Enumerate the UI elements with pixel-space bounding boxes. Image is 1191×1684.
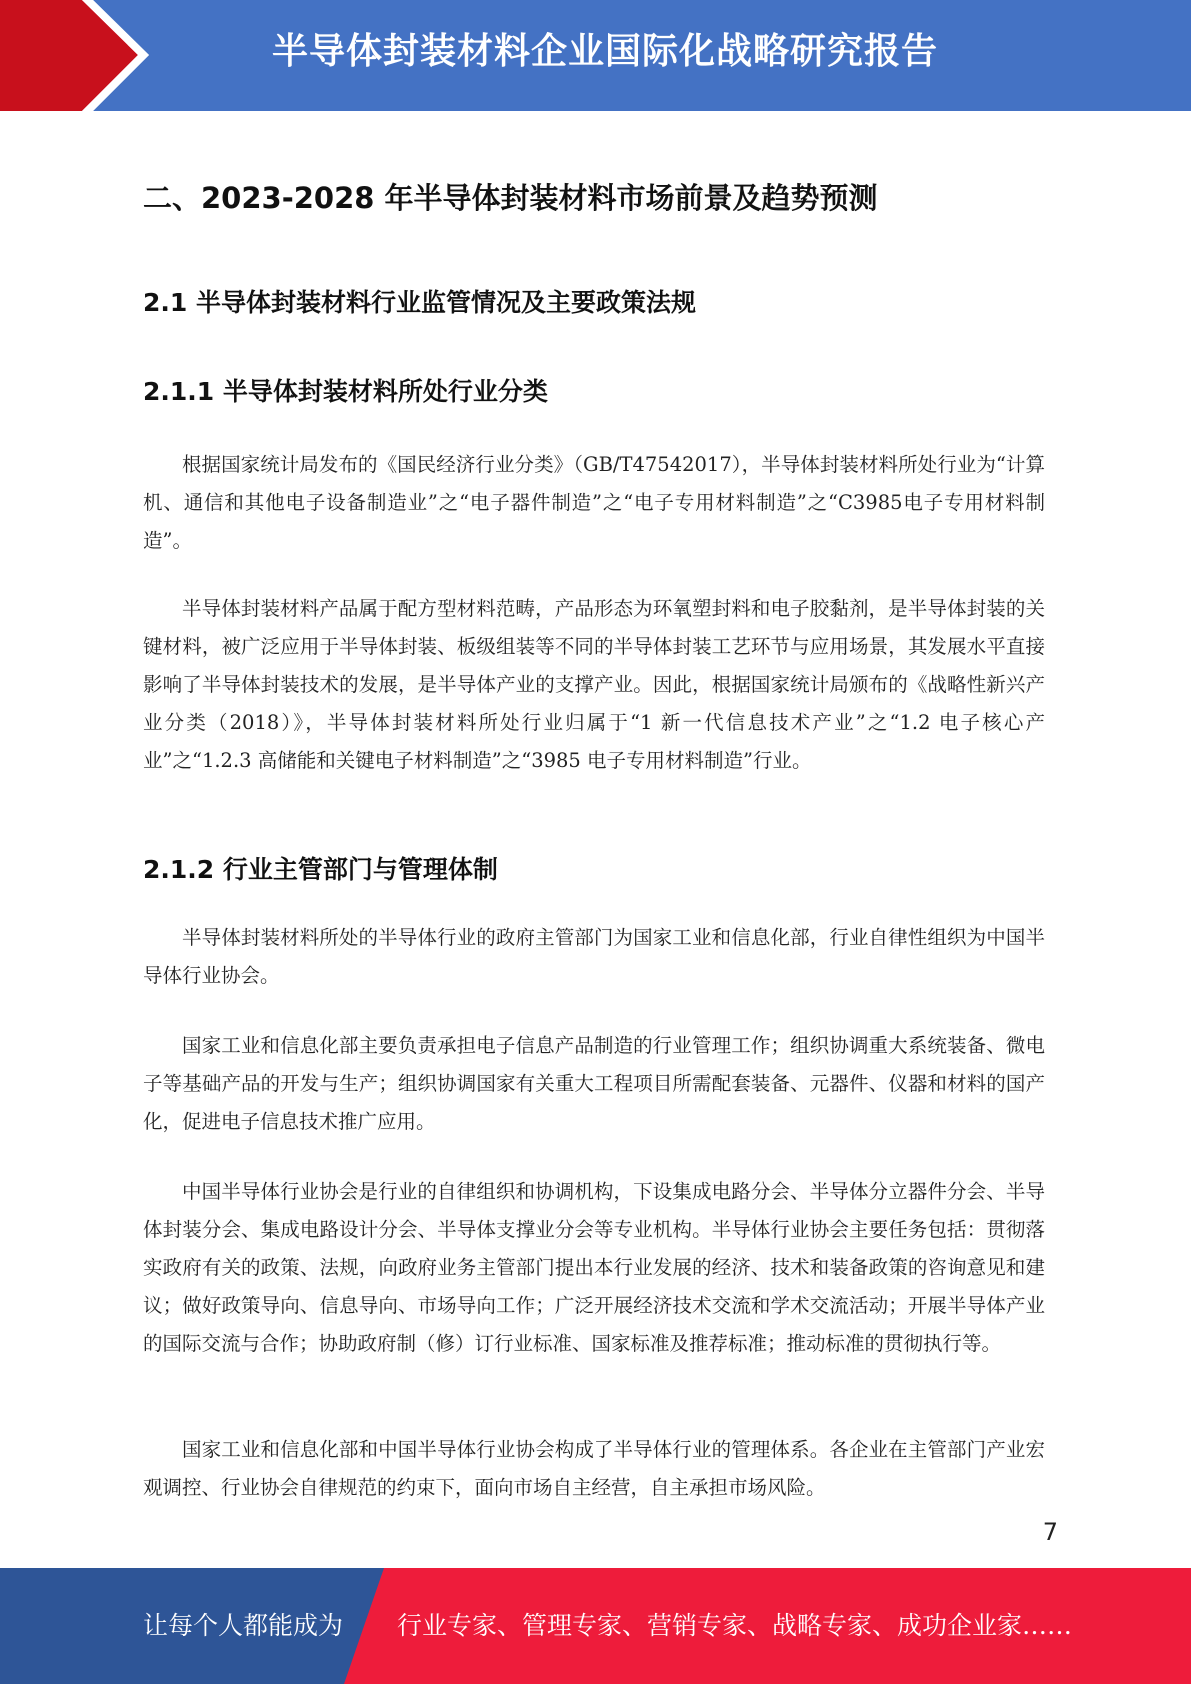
paragraph-association-duties: 中国半导体行业协会是行业的自律组织和协调机构，下设集成电路分会、半导体分立器件分会、半导体封装分会、集成电路设计分会、半导体支撑业分会等专业机构。半导体行业协会主要任务包括：贯彻落实政府有关的政策、法规，向政府业务主管部门提出本行业发展的经济、技术和装备政策的咨询意见和建议；做好政策导向、信息导向、市场导向工作；广泛开展经济技术交流和学术交流活动；开展半导体产业的国际交流与合作；协助政府制（修）订行业标准、国家标准及推荐标准；推动标准的贯彻执行等。 — [143, 1180, 1045, 1355]
report-header-banner — [0, 0, 1191, 111]
chapter-heading: 二、2023-2028 年半导体封装材料市场前景及趋势预测 — [143, 181, 878, 215]
footer-slogan-left: 让每个人都能成为 — [143, 1611, 344, 1640]
subsection-heading-2-1-2: 2.1.2 行业主管部门与管理体制 — [143, 855, 498, 884]
paragraph-management-system: 国家工业和信息化部和中国半导体行业协会构成了半导体行业的管理体系。各企业在主管部门产业宏观调控、行业协会自律规范的约束下，面向市场自主经营，自主承担市场风险。 — [143, 1438, 1045, 1499]
report-title: 半导体封装材料企业国际化战略研究报告 — [271, 31, 938, 72]
paragraph-industry-classification: 根据国家统计局发布的《国民经济行业分类》（GB/T47542017），半导体封装材料所处行业为“计算机、通信和其他电子设备制造业”之“电子器件制造”之“电子专用材料制造”之“C3985电子专用材料制造”。 — [143, 453, 1045, 552]
section-heading-2-1: 2.1 半导体封装材料行业监管情况及主要政策法规 — [143, 288, 696, 317]
subsection-heading-2-1-1: 2.1.1 半导体封装材料所处行业分类 — [143, 377, 548, 406]
paragraph-regulator: 半导体封装材料所处的半导体行业的政府主管部门为国家工业和信息化部，行业自律性组织为中国半导体行业协会。 — [143, 926, 1045, 987]
paragraph-miit-duties: 国家工业和信息化部主要负责承担电子信息产品制造的行业管理工作；组织协调重大系统装备、微电子等基础产品的开发与生产；组织协调国家有关重大工程项目所需配套装备、元器件、仪器和材料的国产化，促进电子信息技术推广应用。 — [143, 1034, 1045, 1133]
report-footer-banner — [0, 1568, 1191, 1684]
paragraph-product-category: 半导体封装材料产品属于配方型材料范畴，产品形态为环氧塑封料和电子胶黏剂，是半导体封装的关键材料，被广泛应用于半导体封装、板级组装等不同的半导体封装工艺环节与应用场景，其发展水平直接影响了半导体封装技术的发展，是半导体产业的支撑产业。因此，根据国家统计局颁布的《战略性新兴产业分类（2018）》，半导体封装材料所处行业归属于“1 新一代信息技术产业”之“1.2 电子核心产业”之“1.2.3 高储能和关键电子材料制造”之“3985 电子专用材料制造”行业。 — [143, 597, 1045, 772]
footer-slogan-right: 行业专家、管理专家、营销专家、战略专家、成功企业家…… — [397, 1611, 1073, 1640]
page-number: 7 — [1042, 1518, 1058, 1546]
